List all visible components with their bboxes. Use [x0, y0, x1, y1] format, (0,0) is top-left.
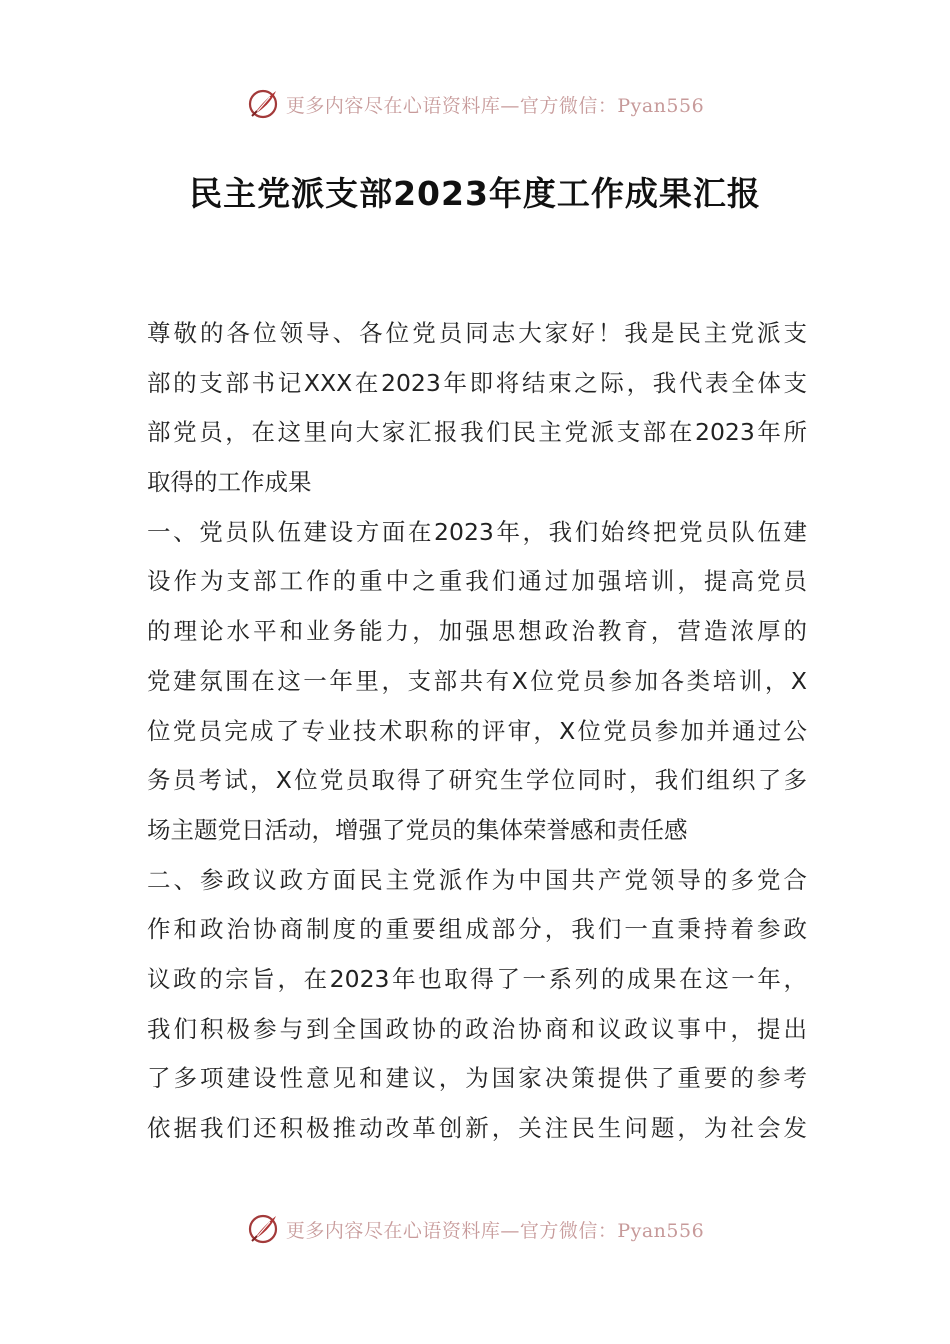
- body-line: 部党员，在这里向大家汇报我们民主党派支部在2023年所: [147, 418, 807, 447]
- document-body: [147, 309, 807, 1154]
- body-line: 的理论水平和业务能力，加强思想政治教育，营造浓厚的: [147, 617, 807, 646]
- quill-pen-logo-icon: [246, 87, 280, 121]
- body-line: 了多项建设性意见和建议，为国家决策提供了重要的参考: [147, 1064, 807, 1093]
- watermark-text: 更多内容尽在心语资料库—官方微信：Pyan556: [285, 1219, 705, 1242]
- watermark-text: 更多内容尽在心语资料库—官方微信：Pyan556: [285, 94, 705, 117]
- body-line: 尊敬的各位领导、各位党员同志大家好！我是民主党派支: [147, 319, 807, 347]
- header-watermark: [0, 84, 950, 124]
- body-line: 部的支部书记XXX在2023年即将结束之际，我代表全体支: [147, 368, 807, 397]
- body-line: 设作为支部工作的重中之重我们通过加强培训，提高党员: [147, 567, 807, 596]
- body-line: 位党员完成了专业技术职称的评审，X位党员参加并通过公: [147, 716, 807, 745]
- body-line: 作和政治协商制度的重要组成部分，我们一直秉持着参政: [147, 915, 807, 944]
- body-line: 我们积极参与到全国政协的政治协商和议政议事中，提出: [147, 1014, 807, 1043]
- quill-pen-logo-icon: [246, 1212, 280, 1246]
- document-title: 民主党派支部2023年度工作成果汇报: [189, 174, 761, 213]
- body-line: 二、参政议政方面民主党派作为中国共产党领导的多党合: [147, 865, 807, 894]
- body-line: 一、党员队伍建设方面在2023年，我们始终把党员队伍建: [147, 517, 807, 546]
- body-line: 党建氛围在这一年里，支部共有X位党员参加各类培训，X: [147, 666, 807, 695]
- body-line: 依据我们还积极推动改革创新，关注民生问题，为社会发: [147, 1114, 807, 1142]
- body-line: 场主题党日活动，增强了党员的集体荣誉感和责任感: [147, 815, 688, 844]
- body-line: 议政的宗旨，在2023年也取得了一系列的成果在这一年，: [147, 964, 807, 993]
- footer-watermark: [0, 1209, 950, 1249]
- body-line: 务员考试，X位党员取得了研究生学位同时，我们组织了多: [147, 766, 807, 795]
- body-line: 取得的工作成果: [147, 468, 312, 497]
